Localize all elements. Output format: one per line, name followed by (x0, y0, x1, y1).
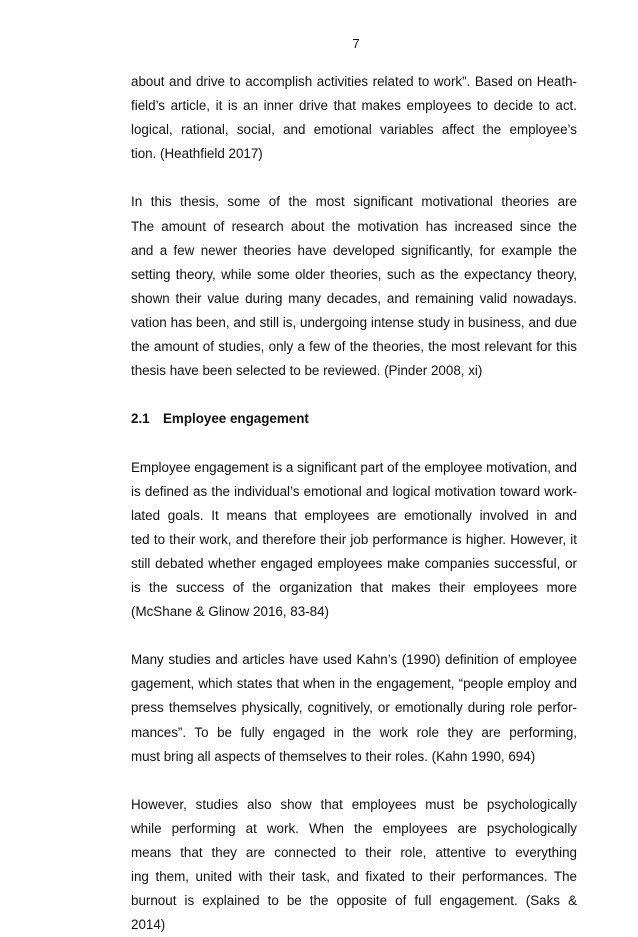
section-heading (131, 407, 577, 431)
text-line: (McShane & Glinow 2016, 83-84) (131, 604, 329, 620)
text-line: lated goals. It means that employees are emotionally involved in and (131, 507, 577, 523)
text-line: vation has been, and still is, undergoing intense study in business, and due (131, 314, 577, 330)
text-line: is the success of the organization that makes their employees more (131, 579, 577, 595)
text-line: about and drive to accomplish activities related to work”. Based on Heath- (131, 74, 577, 89)
section-title: Employee engagement (163, 411, 309, 427)
text-line: still debated whether engaged employees make companies successful, or (131, 555, 577, 571)
text-line: press themselves physically, cognitively, or emotionally during role perfor- (131, 700, 577, 716)
paragraph (131, 190, 577, 383)
text-line: and a few newer theories have developed significantly, for example the (131, 242, 577, 258)
paragraph (131, 70, 577, 166)
text-line: Employee engagement is a significant part of the employee motivation, and (131, 459, 577, 475)
page-number: 7 (352, 36, 360, 51)
text-line: tion. (Heathfield 2017) (131, 146, 263, 162)
paragraph (131, 648, 577, 768)
paragraph (131, 793, 577, 937)
text-line: means that they are connected to their role, attentive to everything (131, 845, 577, 860)
text-line: is defined as the individual’s emotional and logical motivation toward work- (131, 483, 577, 499)
text-line: In this thesis, some of the most significant motivational theories are (131, 194, 577, 210)
text-line: setting theory, while some older theories, such as the expectancy theory, (131, 266, 577, 282)
text-line: Many studies and articles have used Kahn’s (1990) definition of employee (131, 652, 577, 668)
section-number: 2.1 (131, 411, 150, 427)
text-line: shown their value during many decades, and remaining valid nowadays. (131, 290, 577, 306)
text-line: ted to their work, and therefore their job performance is higher. However, it (131, 531, 577, 547)
text-line: the amount of studies, only a few of the theories, the most relevant for this (131, 339, 577, 355)
paragraph (131, 456, 577, 625)
text-line: gagement, which states that when in the engagement, “people employ and (131, 676, 577, 692)
text-line: The amount of research about the motivation has increased since the (131, 218, 577, 234)
text-line: ing them, united with their task, and fixated to their performances. The (131, 869, 577, 885)
text-line: while performing at work. When the employees are psychologically (131, 820, 577, 836)
text-line: However, studies also show that employees must be psychologically (131, 796, 577, 812)
page-content (131, 70, 577, 937)
text-line: logical, rational, social, and emotional variables affect the employee’s (131, 122, 577, 138)
text-line: mances”. To be fully engaged in the work role they are performing, (131, 724, 577, 740)
text-line: burnout is explained to be the opposite of full engagement. (Saks & (131, 893, 577, 909)
text-line: thesis have been selected to be reviewed. (Pinder 2008, xi) (131, 363, 483, 379)
text-line: 2014) (131, 917, 166, 933)
text-line: field’s article, it is an inner drive that makes employees to decide to act. (131, 98, 577, 114)
text-line: must bring all aspects of themselves to their roles. (Kahn 1990, 694) (131, 748, 536, 764)
